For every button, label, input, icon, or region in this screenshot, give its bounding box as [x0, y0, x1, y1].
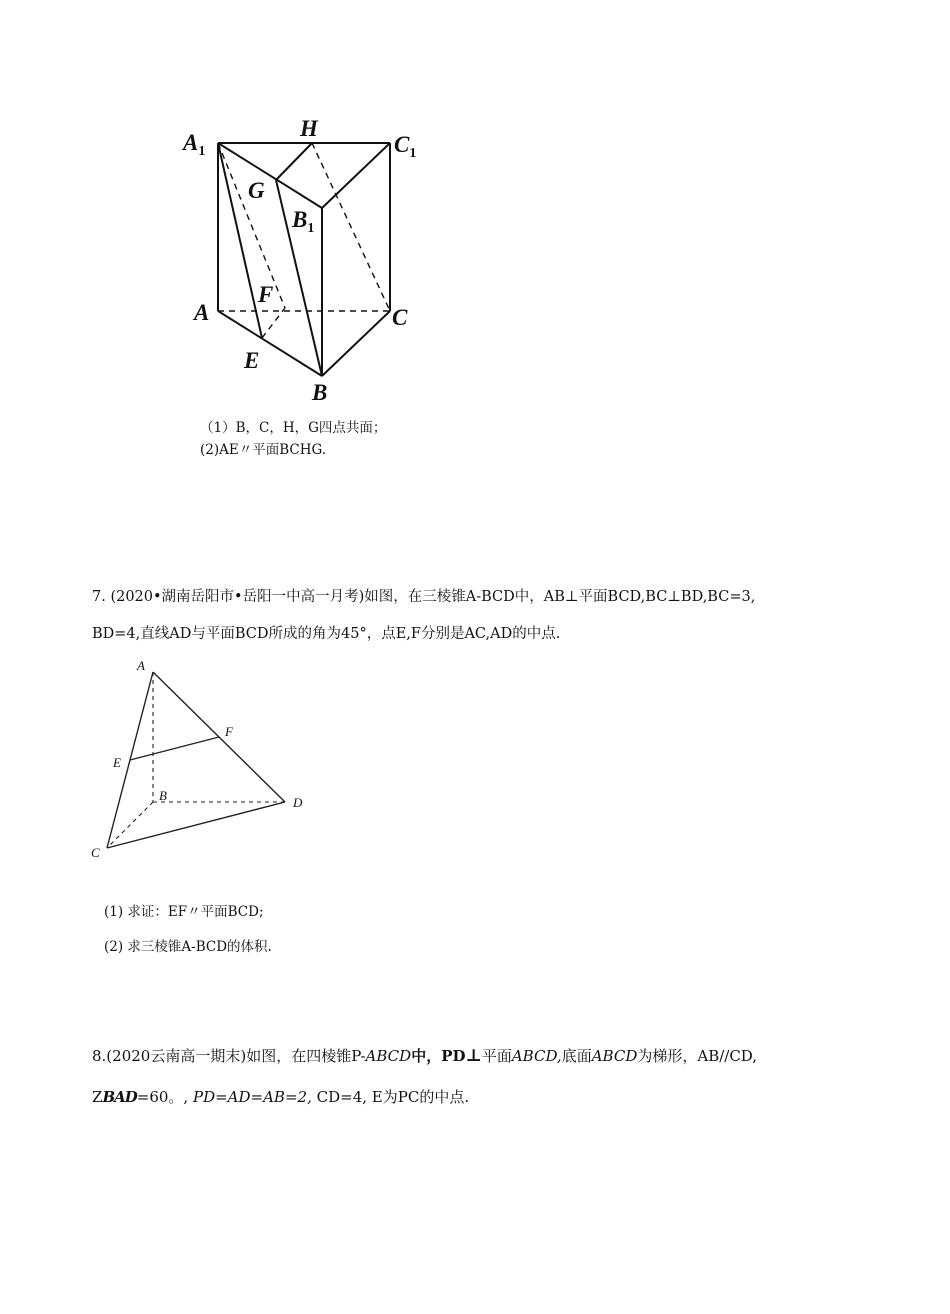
edge-E-F	[130, 737, 219, 760]
edge-H-C-hidden	[312, 143, 390, 311]
q7-stem-line2: BD=4,直线AD与平面BCD所成的角为45°，点E,F分别是AC,AD的中点.	[92, 626, 561, 642]
t-label-D: D	[293, 795, 303, 810]
q8-line2	[92, 1086, 469, 1107]
label-F: F	[258, 282, 274, 307]
label-A: A	[194, 300, 210, 325]
q8-l1-g: ABCD	[591, 1047, 638, 1065]
edge-C-D	[107, 802, 285, 848]
q8-l1-b: ABCD	[365, 1047, 412, 1065]
label-E: E	[244, 348, 260, 373]
q6-part2: (2)AE〃平面BCHG.	[200, 442, 327, 458]
q7-stem-line1: 7. (2020•湖南岳阳市•岳阳一中高一月考)如图，在三棱锥A-BCD中，AB⊥平面BCD,BC⊥BD,BC=3,	[92, 589, 756, 605]
edge-A-B	[218, 311, 322, 376]
q8-l1-f: 底面	[561, 1047, 592, 1065]
t-label-A: A	[137, 658, 145, 673]
label-H: H	[300, 116, 318, 141]
tetrahedron-figure	[85, 650, 325, 870]
edge-B-C-hidden	[107, 802, 153, 848]
q8-l1-a: 8.(2020云南高一期末)如图，在四棱锥P-	[92, 1047, 366, 1065]
q6-part1: （1）B，C，H，G四点共面；	[200, 420, 387, 436]
label-B: B	[312, 380, 328, 405]
t-label-E: E	[113, 755, 121, 770]
q8-l1-c: 中，PD	[411, 1047, 466, 1065]
label-B1: $B_1$	[292, 207, 315, 236]
label-C: C	[392, 305, 408, 330]
label-G: G	[248, 178, 265, 203]
edge-C-B	[322, 311, 390, 376]
q8-l2-b: BAD	[102, 1088, 137, 1106]
q8-l1-h: 为梯形，AB//CD,	[637, 1047, 758, 1065]
q8-line1	[92, 1045, 757, 1066]
t-label-F: F	[225, 724, 233, 739]
t-label-C: C	[91, 845, 100, 860]
q8-l2-f: E为PC的中点.	[371, 1088, 470, 1106]
edge-E-F-hidden	[262, 308, 285, 338]
edge-A1-E	[218, 143, 262, 338]
q8-l1-perp: ⊥	[465, 1046, 482, 1066]
q8-l1-d: 平面	[481, 1047, 512, 1065]
q8-l2-d: PD=AD=AB=2,	[192, 1088, 312, 1106]
edge-A1-B1	[218, 143, 322, 208]
q8-l2-c: =60。,	[136, 1088, 189, 1106]
q7-part2: (2) 求三棱锥A-BCD的体积.	[104, 939, 272, 955]
edge-A1-F-hidden	[218, 143, 285, 308]
q8-l2-a: Z	[92, 1088, 103, 1106]
edge-C1-B1	[322, 143, 390, 208]
edge-G-H	[276, 143, 312, 180]
prism-figure	[180, 110, 440, 410]
label-C1: $C_1$	[394, 132, 417, 161]
q8-l2-e: CD=4,	[316, 1088, 368, 1106]
t-label-B: B	[159, 788, 167, 803]
q8-l1-e: ABCD,	[511, 1047, 562, 1065]
q7-part1: (1) 求证：EF〃平面BCD;	[104, 904, 264, 920]
label-A1: $A_1$	[183, 130, 206, 159]
